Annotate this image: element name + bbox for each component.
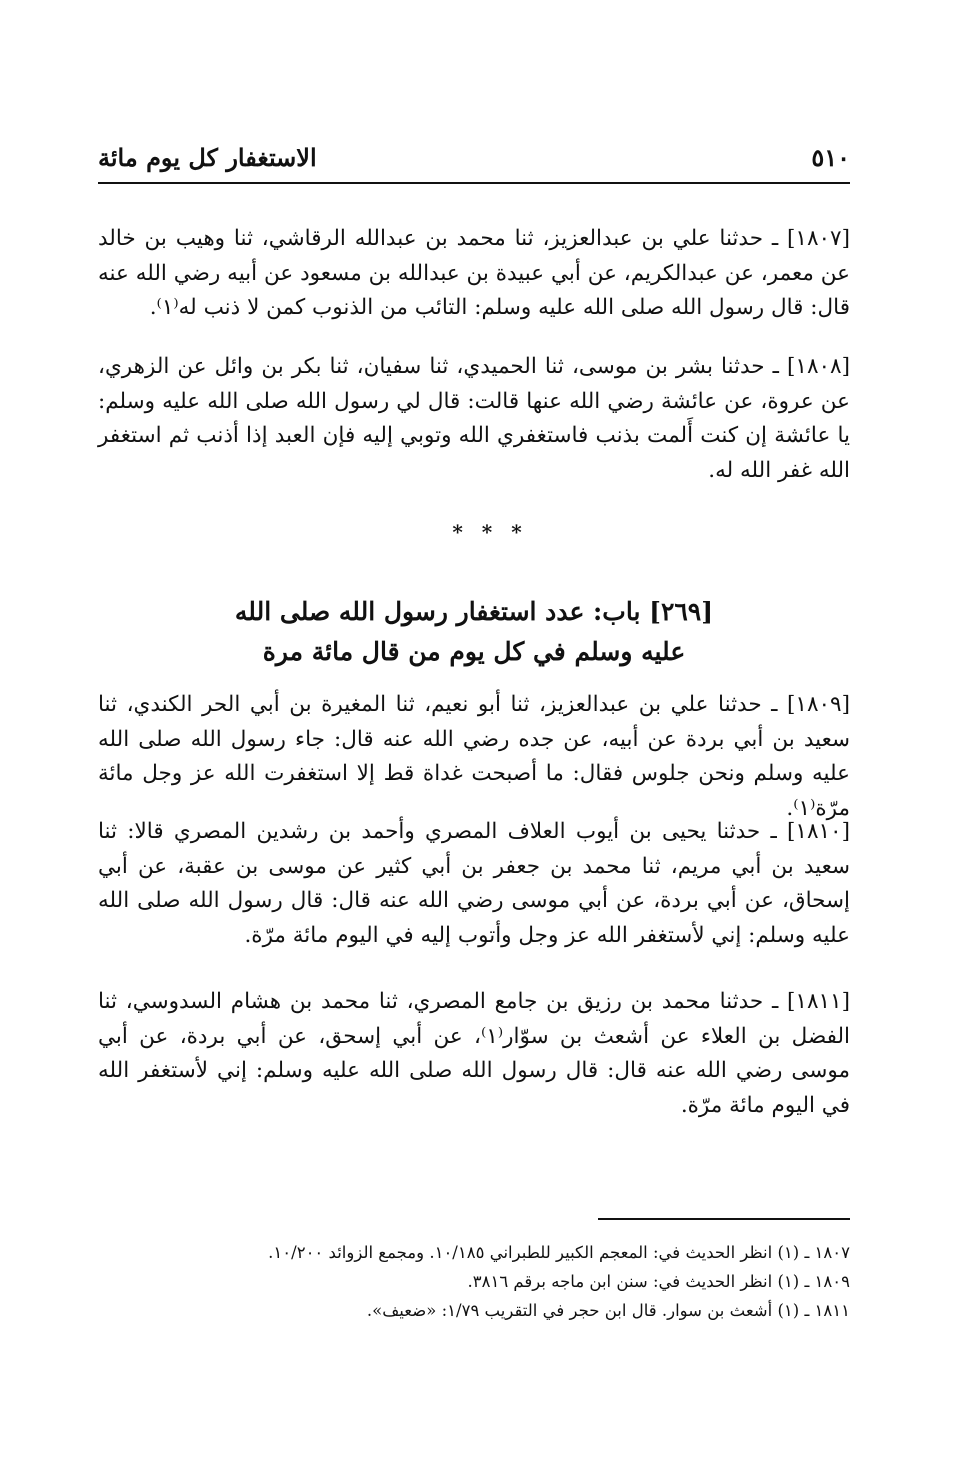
footnotes (98, 1238, 850, 1325)
section-separator: * * * (452, 520, 528, 544)
chapter-heading-line-1: [٢٦٩] باب: عدد استغفار رسول الله صلى الله (234, 597, 714, 626)
footnote-1811: ١٨١١ ـ (١) أشعث بن سوار. قال ابن حجر في التقريب ١/٧٩: «ضعيف». (366, 1301, 850, 1320)
running-title: الاستغفار كل يوم مائة (98, 143, 317, 172)
hadith-1807: [١٨٠٧] ـ حدثنا علي بن عبدالعزيز، ثنا محمد بن عبدالله الرقاشي، ثنا وهيب بن خالد عن معمر، عن عبدالكريم، عن أبي عبيدة بن عبدالله بن مسعود عن أبيه رضي الله عنه قال: قال رسول الله صلى الله عليه وسلم: التائب من الذنوب كمن لا ذنب له⁽١⁾. (98, 226, 850, 320)
page-number: ٥١٠ (811, 143, 850, 172)
chapter-heading (98, 592, 850, 672)
hadith-1811: [١٨١١] ـ حدثنا محمد بن رزيق بن جامع المصري، ثنا محمد بن هشام السدوسي، ثنا الفضل بن العلاء عن أشعث بن سوّار⁽١⁾، عن أبي إسحق، عن أبي بردة، عن أبي موسى رضي الله عنه قال: قال رسول الله صلى الله عليه وسلم: إني لأستغفر الله في اليوم مائة مرّة. (98, 989, 850, 1118)
page-header (98, 143, 850, 179)
hadith-1808: [١٨٠٨] ـ حدثنا بشر بن موسى، ثنا الحميدي، ثنا سفيان، ثنا بكر بن وائل عن الزهري، عن عروة، عن عائشة رضي الله عنها قالت: قال لي رسول الله صلى الله عليه وسلم: يا عائشة إن كنت أَلمت بذنب فاستغفري الله وتوبي إليه فإن العبد إذا أذنب ثم استغفر الله غفر الله له. (98, 354, 850, 483)
header-rule (98, 182, 850, 184)
footnote-1807: ١٨٠٧ ـ (١) انظر الحديث في: المعجم الكبير للطبراني ١٠/١٨٥. ومجمع الزوائد ١٠/٢٠٠. (268, 1243, 850, 1262)
footnote-1809: ١٨٠٩ ـ (١) انظر الحديث في: سنن ابن ماجه برقم ٣٨١٦. (467, 1272, 850, 1291)
footnote-rule (598, 1218, 850, 1220)
hadith-1810: [١٨١٠] ـ حدثنا يحيى بن أيوب العلاف المصري وأحمد بن رشدين المصري قالا: ثنا سعيد بن أبي مريم، ثنا محمد بن جعفر بن أبي كثير عن موسى بن عقبة، عن أبي إسحاق، عن أبي بردة، عن أبي موسى رضي الله عنه قال: قال رسول الله صلى الله عليه وسلم: إني لأستغفر الله عز وجل وأتوب إليه في اليوم مائة مرّة. (98, 819, 850, 948)
chapter-heading-line-2: عليه وسلم في كل يوم من قال مائة مرة (262, 637, 686, 666)
hadith-1809: [١٨٠٩] ـ حدثنا علي بن عبدالعزيز، ثنا أبو نعيم، ثنا المغيرة بن أبي الحر الكندي، ثنا سعيد بن أبي بردة عن أبيه، عن جده رضي الله عنه قال: جاء رسول الله صلى الله عليه وسلم ونحن جلوس فقال: ما أصبحت غداة قط إلا استغفرت الله عز وجل مائة مرّة⁽١⁾. (98, 692, 850, 821)
